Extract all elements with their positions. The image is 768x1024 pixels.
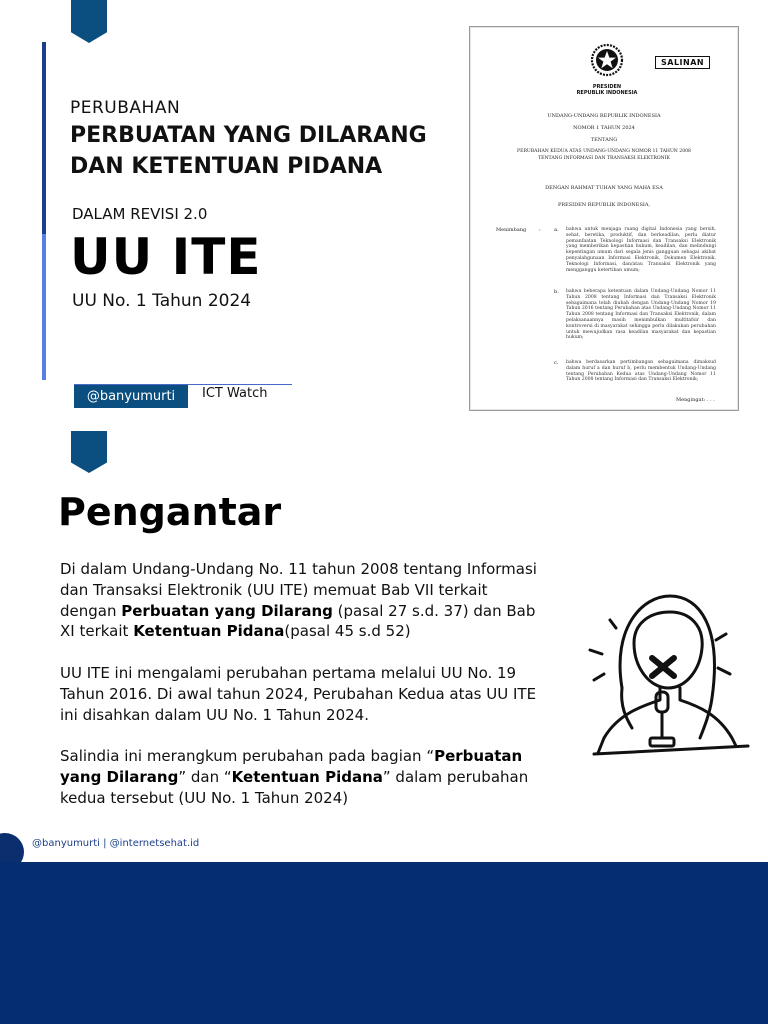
p3-bold-b: Ketentuan Pidana	[231, 767, 383, 786]
p3-text-c: ” dalam perubahan kedua tersebut (UU No. 1 Tahun 2024)	[60, 767, 529, 807]
p1-text-b: (pasal 27 s.d. 37) dan Bab XI terkait	[60, 601, 536, 641]
item-b-text: bahwa beberapa ketentuan dalam Undang-Undang Nomor 11 Tahun 2008 tentang Informasi dan Transaksi Elektronik sebagaimana telah diubah dengan Undang-Undang Nomor 19 Tahun 2016 tentang Perubahan atas Undang-Undang Nomor 11 Tahun 2008 tentang Informasi dan Transaksi Elektronik, dalam pelaksanaannya masih menimbulkan multitafsir dan kontroversi di masyarakat sehingga perlu dilakukan perubahan untuk mewujudkan rasa keadilan masyarakat dan kepastian hukum;	[566, 289, 716, 341]
law-topic-line-1: PERUBAHAN KEDUA ATAS UNDANG-UNDANG NOMOR 11 TAHUN 2008	[517, 149, 691, 154]
continued-label: Mengingat: . . .	[676, 397, 715, 403]
item-a-letter: a.	[554, 227, 559, 233]
item-b-letter: b.	[554, 289, 559, 295]
considering-colon: :	[539, 227, 541, 233]
item-c-text: bahwa berdasarkan pertimbangan sebagaimana dimaksud dalam huruf a dan huruf b, perlu membentuk Undang-Undang tentang Perubahan Kedua atas Undang-Undang Nomor 11 Tahun 2008 tentang Informasi dan Transaksi Elektronik;	[566, 360, 716, 383]
p3-bold-a: Perbuatan yang Dilarang	[60, 747, 523, 786]
law-president: PRESIDEN REPUBLIK INDONESIA,	[557, 202, 651, 208]
p1-text-a: Di dalam Undang-Undang No. 11 tahun 2008 tentang Informasi dan Transaksi Elektronik (UU ITE) memuat Bab VII terkait dengan	[60, 560, 537, 620]
page-title: UU ITE	[70, 228, 262, 286]
law-heading: UNDANG-UNDANG REPUBLIK INDONESIA	[547, 113, 661, 119]
footer-handles: @banyumurti | @internetsehat.id	[32, 838, 200, 849]
header-headline	[70, 120, 430, 182]
intro-paragraph-3	[60, 746, 540, 808]
intro-paragraph-2: UU ITE ini mengalami perubahan pertama melalui UU No. 19 Tahun 2016. Di awal tahun 2024, Perubahan Kedua atas UU ITE ini disahkan dalam UU No. 1 Tahun 2024.	[60, 664, 537, 724]
law-topic-line-2: TENTANG INFORMASI DAN TRANSAKSI ELEKTRONIK	[538, 156, 670, 161]
author-tag[interactable]: @banyumurti	[74, 385, 188, 408]
issuer-caption	[570, 84, 644, 96]
org-tag: ICT Watch	[202, 386, 268, 401]
bookmark-icon	[71, 0, 107, 43]
silenced-speaker-illustration	[582, 588, 752, 768]
section-heading: Pengantar	[58, 490, 282, 534]
p1-text-c: (pasal 45 s.d 52)	[284, 622, 411, 641]
headline-line-2: DAN KETENTUAN PIDANA	[70, 154, 383, 179]
revision-label: DALAM REVISI 2.0	[72, 205, 208, 223]
accent-bar-light	[42, 234, 46, 380]
headline-line-1: PERBUATAN YANG DILARANG	[70, 123, 427, 148]
law-document-thumbnail	[469, 26, 739, 411]
intro-paragraph-1	[60, 559, 540, 642]
law-number: NOMOR 1 TAHUN 2024	[573, 125, 635, 131]
p1-bold-b: Ketentuan Pidana	[133, 622, 285, 641]
header-kicker: PERUBAHAN	[70, 98, 181, 118]
item-c-letter: c.	[554, 360, 559, 366]
law-about: TENTANG	[590, 137, 618, 143]
page-subtitle: UU No. 1 Tahun 2024	[72, 291, 252, 311]
p1-bold-a: Perbuatan yang Dilarang	[121, 601, 333, 620]
issuer-line-1: PRESIDEN	[592, 84, 622, 90]
p3-text-b: ” dan “	[178, 767, 232, 786]
accent-bar-dark	[42, 42, 46, 234]
footer-band	[0, 862, 768, 1024]
bookmark-icon	[71, 431, 107, 473]
considering-label: Menimbang	[496, 227, 527, 233]
item-a-text: bahwa untuk menjaga ruang digital Indonesia yang bersih, sehat, beretika, produktif, dan berkeadilan, perlu diatur pemanfaatan Teknologi Informasi dan Transaksi Elektronik yang memberikan kepastian hukum, keadilan, dan melindungi kepentingan umum dari segala jenis gangguan sebagai akibat penyalahgunaan Informasi Elektronik, Dokumen Elektronik, Teknologi Informasi, dan/atau Transaksi Elektronik yang mengganggu ketertiban umum;	[566, 227, 716, 273]
issuer-line-2: REPUBLIK INDONESIA	[576, 90, 638, 96]
law-blessing: DENGAN RAHMAT TUHAN YANG MAHA ESA	[545, 185, 663, 191]
copy-stamp: SALINAN	[655, 56, 710, 69]
p3-text-a: Salindia ini merangkum perubahan pada bagian “	[60, 747, 435, 765]
garuda-emblem-icon	[590, 43, 624, 77]
